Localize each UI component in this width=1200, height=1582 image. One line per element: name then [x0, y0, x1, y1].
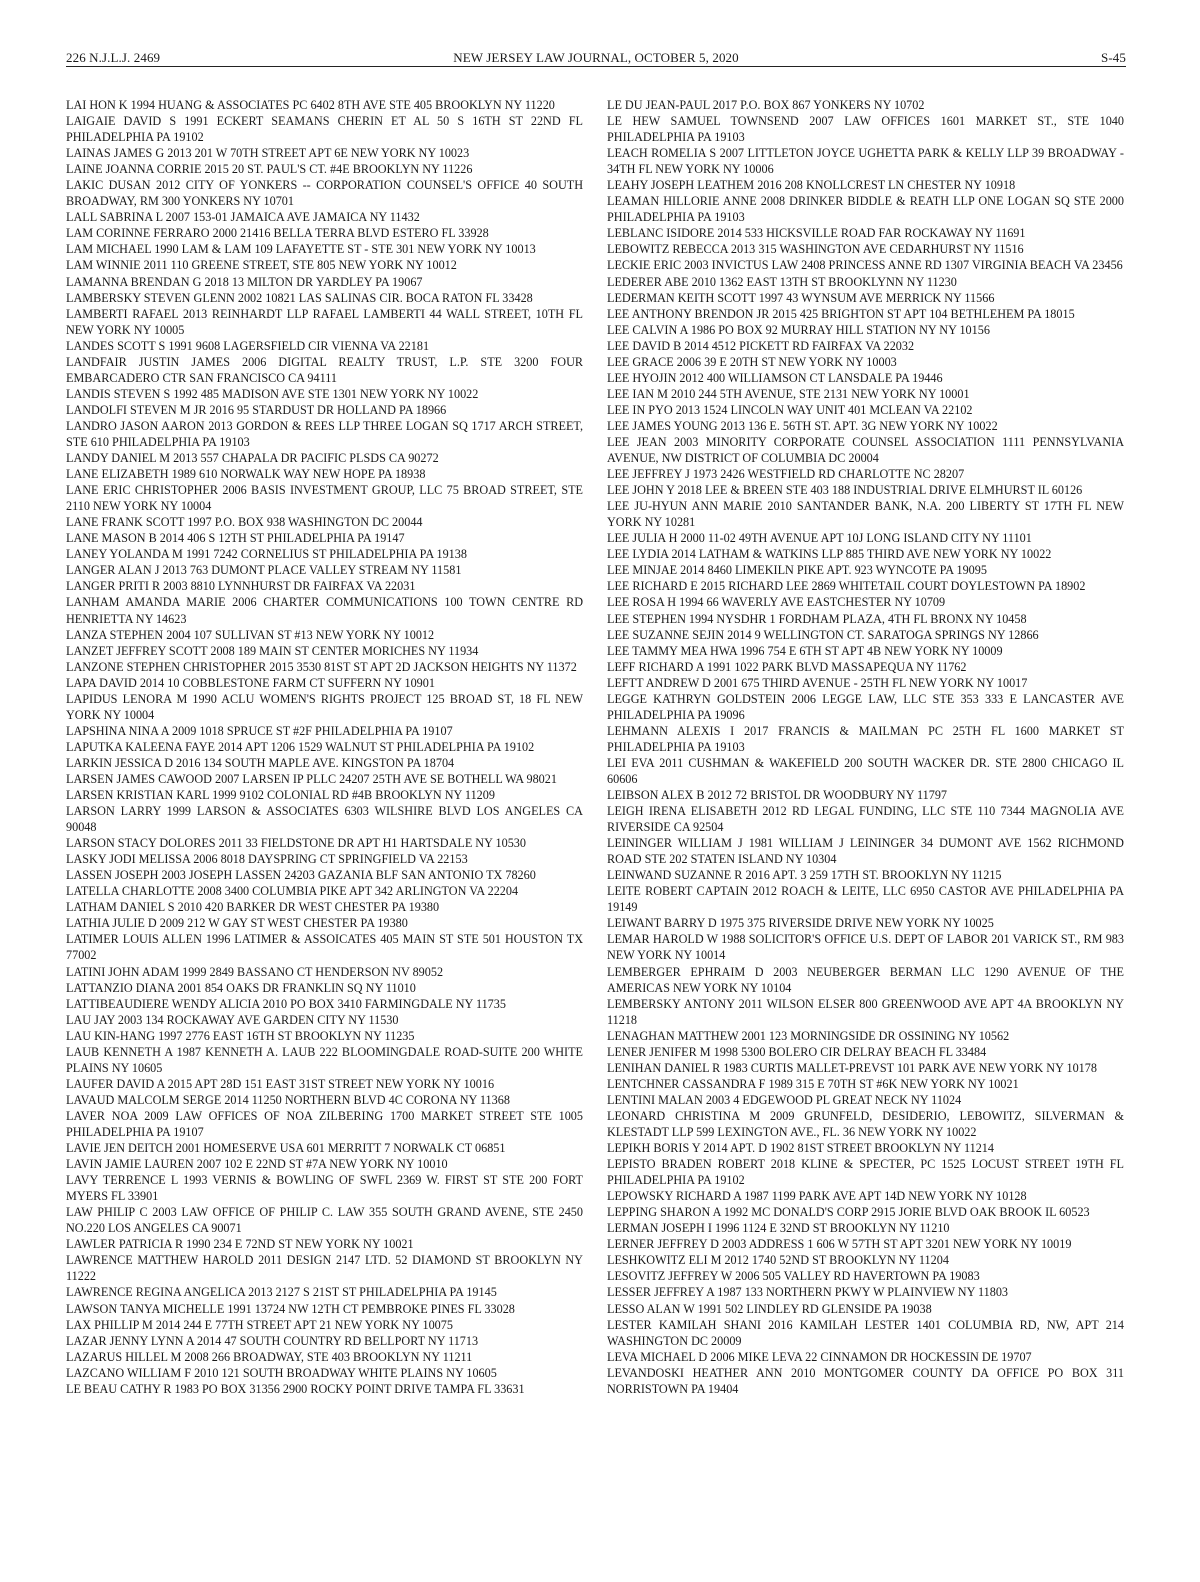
- directory-entry: LAZCANO WILLIAM F 2010 121 SOUTH BROADWAY WHITE PLAINS NY 10605: [66, 1365, 497, 1380]
- directory-entry: LEE JOHN Y 2018 LEE & BREEN STE 403 188 INDUSTRIAL DRIVE ELMHURST IL 60126: [607, 483, 1083, 498]
- directory-entry: LEGGE KATHRYN GOLDSTEIN 2006 LEGGE LAW, LLC STE 353 333 E LANCASTER AVE PHILADELPHIA PA 19096: [607, 691, 1124, 722]
- directory-entry: LENTINI MALAN 2003 4 EDGEWOOD PL GREAT NECK NY 11024: [607, 1092, 962, 1107]
- directory-entry: LANDRO JASON AARON 2013 GORDON & REES LLP THREE LOGAN SQ 1717 ARCH STREET, STE 610 PHILADELPHIA PA 19103: [66, 418, 583, 449]
- directory-entry: LEVANDOSKI HEATHER ANN 2010 MONTGOMER COUNTY DA OFFICE PO BOX 311 NORRISTOWN PA 19404: [607, 1365, 1124, 1396]
- directory-entry: LAI HON K 1994 HUANG & ASSOCIATES PC 6402 8TH AVE STE 405 BROOKLYN NY 11220: [66, 98, 555, 112]
- directory-entry: LAPUTKA KALEENA FAYE 2014 APT 1206 1529 WALNUT ST PHILADELPHIA PA 19102: [66, 739, 535, 754]
- directory-entry: LEMAR HAROLD W 1988 SOLICITOR'S OFFICE U.S. DEPT OF LABOR 201 VARICK ST., RM 983 NEW YORK NY 10014: [607, 932, 1124, 963]
- directory-entry: LEE JEFFREY J 1973 2426 WESTFIELD RD CHARLOTTE NC 28207: [607, 467, 965, 482]
- directory-entry: LARSON LARRY 1999 LARSON & ASSOCIATES 6303 WILSHIRE BLVD LOS ANGELES CA 90048: [66, 804, 583, 835]
- directory-entry: LANE MASON B 2014 406 S 12TH ST PHILADELPHIA PA 19147: [66, 531, 405, 546]
- directory-entry: LEE GRACE 2006 39 E 20TH ST NEW YORK NY 10003: [607, 354, 897, 369]
- directory-entry: LEHMANN ALEXIS I 2017 FRANCIS & MAILMAN PC 25TH FL 1600 MARKET ST PHILADELPHIA PA 19103: [607, 723, 1124, 754]
- directory-entry: LENIHAN DANIEL R 1983 CURTIS MALLET-PREVST 101 PARK AVE NEW YORK NY 10178: [607, 1060, 1097, 1075]
- directory-entry: LAVAUD MALCOLM SERGE 2014 11250 NORTHERN BLVD 4C CORONA NY 11368: [66, 1092, 510, 1107]
- directory-entry: LATINI JOHN ADAM 1999 2849 BASSANO CT HENDERSON NV 89052: [66, 964, 444, 979]
- directory-entry: LEFTT ANDREW D 2001 675 THIRD AVENUE - 25TH FL NEW YORK NY 10017: [607, 675, 1028, 690]
- directory-entry: LATTANZIO DIANA 2001 854 OAKS DR FRANKLIN SQ NY 11010: [66, 980, 416, 995]
- directory-entry: LEE LYDIA 2014 LATHAM & WATKINS LLP 885 THIRD AVE NEW YORK NY 10022: [607, 547, 1052, 562]
- directory-entry: LEE JULIA H 2000 11-02 49TH AVENUE APT 10J LONG ISLAND CITY NY 11101: [607, 531, 1032, 546]
- directory-entry: LAZAR JENNY LYNN A 2014 47 SOUTH COUNTRY RD BELLPORT NY 11713: [66, 1333, 479, 1348]
- directory-entry: LEINWAND SUZANNE R 2016 APT. 3 259 17TH ST. BROOKLYN NY 11215: [607, 868, 1002, 883]
- directory-entry: LAU KIN-HANG 1997 2776 EAST 16TH ST BROOKLYN NY 11235: [66, 1028, 415, 1043]
- directory-entry: LAX PHILLIP M 2014 244 E 77TH STREET APT 21 NEW YORK NY 10075: [66, 1317, 453, 1332]
- directory-entry: LEININGER WILLIAM J 1981 WILLIAM J LEININGER 34 DUMONT AVE 1562 RICHMOND ROAD STE 202 STATEN ISLAND NY 10304: [607, 836, 1124, 867]
- directory-entry: LAWRENCE REGINA ANGELICA 2013 2127 S 21ST ST PHILADELPHIA PA 19145: [66, 1285, 497, 1300]
- directory-entry: LAW PHILIP C 2003 LAW OFFICE OF PHILIP C. LAW 355 SOUTH GRAND AVENE, STE 2450 NO.220 LOS ANGELES CA 90071: [66, 1205, 583, 1236]
- directory-entry: LEVA MICHAEL D 2006 MIKE LEVA 22 CINNAMON DR HOCKESSIN DE 19707: [607, 1349, 1032, 1364]
- directory-entry: LAPA DAVID 2014 10 COBBLESTONE FARM CT SUFFERN NY 10901: [66, 675, 435, 690]
- directory-entry: LAUB KENNETH A 1987 KENNETH A. LAUB 222 BLOOMINGDALE ROAD-SUITE 200 WHITE PLAINS NY 10605: [66, 1044, 583, 1075]
- directory-entry: LEPISTO BRADEN ROBERT 2018 KLINE & SPECTER, PC 1525 LOCUST STREET 19TH FL PHILADELPHIA PA 19102: [607, 1157, 1124, 1188]
- directory-entry: LEE HYOJIN 2012 400 WILLIAMSON CT LANSDALE PA 19446: [607, 370, 943, 385]
- directory-entry: LAVER NOA 2009 LAW OFFICES OF NOA ZILBERING 1700 MARKET STREET STE 1005 PHILADELPHIA PA 19107: [66, 1108, 583, 1139]
- directory-entry: LERNER JEFFREY D 2003 ADDRESS 1 606 W 57TH ST APT 3201 NEW YORK NY 10019: [607, 1237, 1072, 1252]
- directory-entry: LEE ANTHONY BRENDON JR 2015 425 BRIGHTON ST APT 104 BETHLEHEM PA 18015: [607, 306, 1075, 321]
- directory-entry: LEIBSON ALEX B 2012 72 BRISTOL DR WOODBURY NY 11797: [607, 788, 948, 803]
- directory-entry: LAU JAY 2003 134 ROCKAWAY AVE GARDEN CITY NY 11530: [66, 1012, 399, 1027]
- directory-entry: LARSEN JAMES CAWOOD 2007 LARSEN IP PLLC 24207 25TH AVE SE BOTHELL WA 98021: [66, 771, 557, 786]
- directory-entry: LEE JEAN 2003 MINORITY CORPORATE COUNSEL ASSOCIATION 1111 PENNSYLVANIA AVENUE, NW DISTRICT OF COLUMBIA DC 20004: [607, 434, 1124, 466]
- directory-entry: LEMBERSKY ANTONY 2011 WILSON ELSER 800 GREENWOOD AVE APT 4A BROOKLYN NY 11218: [607, 996, 1124, 1027]
- directory-entry: LAZARUS HILLEL M 2008 266 BROADWAY, STE 403 BROOKLYN NY 11211: [66, 1349, 473, 1364]
- directory-entry: LALL SABRINA L 2007 153-01 JAMAICA AVE JAMAICA NY 11432: [66, 210, 420, 225]
- directory-entry: LEMBERGER EPHRAIM D 2003 NEUBERGER BERMAN LLC 1290 AVENUE OF THE AMERICAS NEW YORK NY 10104: [607, 964, 1124, 995]
- directory-entry: LENER JENIFER M 1998 5300 BOLERO CIR DELRAY BEACH FL 33484: [607, 1044, 987, 1059]
- directory-entry: LATIMER LOUIS ALLEN 1996 LATIMER & ASSOICATES 405 MAIN ST STE 501 HOUSTON TX 77002: [66, 932, 583, 963]
- directory-entry: LEDERER ABE 2010 1362 EAST 13TH ST BROOKLYNN NY 11230: [607, 274, 957, 289]
- directory-entry: LEAHY JOSEPH LEATHEM 2016 208 KNOLLCREST LN CHESTER NY 10918: [607, 178, 1016, 193]
- left-column: [66, 97, 583, 1397]
- directory-entry: LANZONE STEPHEN CHRISTOPHER 2015 3530 81ST ST APT 2D JACKSON HEIGHTS NY 11372: [66, 659, 577, 674]
- directory-entry: LAM WINNIE 2011 110 GREENE STREET, STE 805 NEW YORK NY 10012: [66, 258, 457, 273]
- directory-entry: LEE ROSA H 1994 66 WAVERLY AVE EASTCHESTER NY 10709: [607, 595, 946, 610]
- directory-entry: LAVIE JEN DEITCH 2001 HOMESERVE USA 601 MERRITT 7 NORWALK CT 06851: [66, 1141, 506, 1156]
- directory-entry: LEE DAVID B 2014 4512 PICKETT RD FAIRFAX VA 22032: [607, 338, 915, 353]
- directory-entry: LANDY DANIEL M 2013 557 CHAPALA DR PACIFIC PLSDS CA 90272: [66, 451, 439, 466]
- page-header: [66, 50, 1126, 67]
- directory-entry: LE BEAU CATHY R 1983 PO BOX 31356 2900 ROCKY POINT DRIVE TAMPA FL 33631: [66, 1381, 525, 1396]
- directory-entry: LAUFER DAVID A 2015 APT 28D 151 EAST 31ST STREET NEW YORK NY 10016: [66, 1076, 495, 1091]
- directory-entry: LECKIE ERIC 2003 INVICTUS LAW 2408 PRINCESS ANNE RD 1307 VIRGINIA BEACH VA 23456: [607, 258, 1123, 273]
- directory-entry: LANZA STEPHEN 2004 107 SULLIVAN ST #13 NEW YORK NY 10012: [66, 627, 435, 642]
- directory-entry: LEE JU-HYUN ANN MARIE 2010 SANTANDER BANK, N.A. 200 LIBERTY ST 17TH FL NEW YORK NY 10281: [607, 499, 1124, 530]
- directory-entry: LANDOLFI STEVEN M JR 2016 95 STARDUST DR HOLLAND PA 18966: [66, 402, 447, 417]
- directory-entry: LENAGHAN MATTHEW 2001 123 MORNINGSIDE DR OSSINING NY 10562: [607, 1028, 1010, 1043]
- page-number: S-45: [1101, 50, 1126, 65]
- directory-entry: LE HEW SAMUEL TOWNSEND 2007 LAW OFFICES 1601 MARKET ST., STE 1040 PHILADELPHIA PA 19103: [607, 114, 1124, 145]
- directory-entry: LAIGAIE DAVID S 1991 ECKERT SEAMANS CHERIN ET AL 50 S 16TH ST 22ND FL PHILADELPHIA PA 19102: [66, 114, 583, 145]
- directory-entry: LEE TAMMY MEA HWA 1996 754 E 6TH ST APT 4B NEW YORK NY 10009: [607, 643, 1003, 658]
- directory-entry: LATELLA CHARLOTTE 2008 3400 COLUMBIA PIKE APT 342 ARLINGTON VA 22204: [66, 884, 519, 899]
- directory-entry: LANZET JEFFREY SCOTT 2008 189 MAIN ST CENTER MORICHES NY 11934: [66, 643, 479, 658]
- directory-entry: LESSER JEFFREY A 1987 133 NORTHERN PKWY W PLAINVIEW NY 11803: [607, 1285, 1009, 1300]
- directory-entry: LARSON STACY DOLORES 2011 33 FIELDSTONE DR APT H1 HARTSDALE NY 10530: [66, 836, 526, 851]
- directory-entry: LANHAM AMANDA MARIE 2006 CHARTER COMMUNICATIONS 100 TOWN CENTRE RD HENRIETTA NY 14623: [66, 595, 583, 626]
- directory-entry: LEE IN PYO 2013 1524 LINCOLN WAY UNIT 401 MCLEAN VA 22102: [607, 402, 973, 417]
- publication-title: NEW JERSEY LAW JOURNAL, OCTOBER 5, 2020: [453, 50, 739, 65]
- directory-entry: LAKIC DUSAN 2012 CITY OF YONKERS -- CORPORATION COUNSEL'S OFFICE 40 SOUTH BROADWAY, RM 300 YONKERS NY 10701: [66, 178, 583, 209]
- directory-entry: LAPSHINA NINA A 2009 1018 SPRUCE ST #2F PHILADELPHIA PA 19107: [66, 723, 453, 738]
- directory-entry: LAWSON TANYA MICHELLE 1991 13724 NW 12TH CT PEMBROKE PINES FL 33028: [66, 1301, 515, 1316]
- directory-entry: LERMAN JOSEPH I 1996 1124 E 32ND ST BROOKLYN NY 11210: [607, 1221, 950, 1236]
- directory-entry: LAINAS JAMES G 2013 201 W 70TH STREET APT 6E NEW YORK NY 10023: [66, 146, 470, 161]
- directory-entry: LANE FRANK SCOTT 1997 P.O. BOX 938 WASHINGTON DC 20044: [66, 515, 423, 530]
- directory-entry: LANDFAIR JUSTIN JAMES 2006 DIGITAL REALTY TRUST, L.P. STE 3200 FOUR EMBARCADERO CTR SAN FRANCISCO CA 94111: [66, 354, 583, 385]
- directory-entry: LAPIDUS LENORA M 1990 ACLU WOMEN'S RIGHTS PROJECT 125 BROAD ST, 18 FL NEW YORK NY 10004: [66, 691, 583, 722]
- directory-entry: LEBOWITZ REBECCA 2013 315 WASHINGTON AVE CEDARHURST NY 11516: [607, 242, 1024, 257]
- directory-entry: LEE SUZANNE SEJIN 2014 9 WELLINGTON CT. SARATOGA SPRINGS NY 12866: [607, 627, 1039, 642]
- directory-entry: LAWLER PATRICIA R 1990 234 E 72ND ST NEW YORK NY 10021: [66, 1237, 414, 1252]
- directory-entry: LATTIBEAUDIERE WENDY ALICIA 2010 PO BOX 3410 FARMINGDALE NY 11735: [66, 996, 506, 1011]
- directory-entry: LEITE ROBERT CAPTAIN 2012 ROACH & LEITE, LLC 6950 CASTOR AVE PHILADELPHIA PA 19149: [607, 884, 1124, 915]
- directory-entry: LE DU JEAN-PAUL 2017 P.O. BOX 867 YONKERS NY 10702: [607, 98, 925, 112]
- directory-entry: LEBLANC ISIDORE 2014 533 HICKSVILLE ROAD FAR ROCKAWAY NY 11691: [607, 226, 1026, 241]
- directory-entry: LAVY TERRENCE L 1993 VERNIS & BOWLING OF SWFL 2369 W. FIRST ST STE 200 FORT MYERS FL 33901: [66, 1173, 583, 1204]
- directory-entry: LENTCHNER CASSANDRA F 1989 315 E 70TH ST #6K NEW YORK NY 10021: [607, 1076, 1019, 1091]
- directory-entry: LANGER ALAN J 2013 763 DUMONT PLACE VALLEY STREAM NY 11581: [66, 563, 462, 578]
- directory-entry: LEE JAMES YOUNG 2013 136 E. 56TH ST. APT. 3G NEW YORK NY 10022: [607, 418, 998, 433]
- directory-entry: LEIWANT BARRY D 1975 375 RIVERSIDE DRIVE NEW YORK NY 10025: [607, 916, 994, 931]
- directory-entry: LESOVITZ JEFFREY W 2006 505 VALLEY RD HAVERTOWN PA 19083: [607, 1269, 980, 1284]
- directory-entry: LESHKOWITZ ELI M 2012 1740 52ND ST BROOKLYN NY 11204: [607, 1253, 949, 1268]
- directory-entry: LEFF RICHARD A 1991 1022 PARK BLVD MASSAPEQUA NY 11762: [607, 659, 967, 674]
- directory-entry: LAMANNA BRENDAN G 2018 13 MILTON DR YARDLEY PA 19067: [66, 274, 423, 289]
- directory-entry: LEI EVA 2011 CUSHMAN & WAKEFIELD 200 SOUTH WACKER DR. STE 2800 CHICAGO IL 60606: [607, 755, 1124, 786]
- directory-entry: LEPOWSKY RICHARD A 1987 1199 PARK AVE APT 14D NEW YORK NY 10128: [607, 1189, 1027, 1204]
- directory-entry: LANDES SCOTT S 1991 9608 LAGERSFIELD CIR VIENNA VA 22181: [66, 338, 430, 353]
- directory-entry: LANE ELIZABETH 1989 610 NORWALK WAY NEW HOPE PA 18938: [66, 467, 426, 482]
- directory-entry: LEPPING SHARON A 1992 MC DONALD'S CORP 2915 JORIE BLVD OAK BROOK IL 60523: [607, 1205, 1090, 1220]
- directory-entry: LAM CORINNE FERRARO 2000 21416 BELLA TERRA BLVD ESTERO FL 33928: [66, 226, 489, 241]
- directory-entry: LEE MINJAE 2014 8460 LIMEKILN PIKE APT. 923 WYNCOTE PA 19095: [607, 563, 987, 578]
- directory-entry: LEACH ROMELIA S 2007 LITTLETON JOYCE UGHETTA PARK & KELLY LLP 39 BROADWAY - 34TH FL NEW YORK NY 10006: [607, 146, 1124, 177]
- directory-entry: LEAMAN HILLORIE ANNE 2008 DRINKER BIDDLE & REATH LLP ONE LOGAN SQ STE 2000 PHILADELPHIA PA 19103: [607, 194, 1124, 225]
- directory-entry: LARKIN JESSICA D 2016 134 SOUTH MAPLE AVE. KINGSTON PA 18704: [66, 755, 455, 770]
- directory-entry: LEE STEPHEN 1994 NYSDHR 1 FORDHAM PLAZA, 4TH FL BRONX NY 10458: [607, 611, 1027, 626]
- directory-entry: LESSO ALAN W 1991 502 LINDLEY RD GLENSIDE PA 19038: [607, 1301, 932, 1316]
- directory-entry: LANEY YOLANDA M 1991 7242 CORNELIUS ST PHILADELPHIA PA 19138: [66, 547, 467, 562]
- right-column: [607, 97, 1124, 1397]
- directory-entry: LESTER KAMILAH SHANI 2016 KAMILAH LESTER 1401 COLUMBIA RD, NW, APT 214 WASHINGTON DC 20009: [607, 1317, 1124, 1348]
- directory-entry: LAWRENCE MATTHEW HAROLD 2011 DESIGN 2147 LTD. 52 DIAMOND ST BROOKLYN NY 11222: [66, 1253, 583, 1284]
- directory-entry: LATHAM DANIEL S 2010 420 BARKER DR WEST CHESTER PA 19380: [66, 900, 440, 915]
- directory-entry: LEDERMAN KEITH SCOTT 1997 43 WYNSUM AVE MERRICK NY 11566: [607, 290, 995, 305]
- directory-entry: LEONARD CHRISTINA M 2009 GRUNFELD, DESIDERIO, LEBOWITZ, SILVERMAN & KLESTADT LLP 599 LEXINGTON AVE., FL. 36 NEW YORK NY 10022: [607, 1108, 1124, 1139]
- directory-entry: LAINE JOANNA CORRIE 2015 20 ST. PAUL'S CT. #4E BROOKLYN NY 11226: [66, 162, 473, 177]
- directory-entry: LAVIN JAMIE LAUREN 2007 102 E 22ND ST #7A NEW YORK NY 10010: [66, 1157, 448, 1172]
- directory-entry: LAMBERSKY STEVEN GLENN 2002 10821 LAS SALINAS CIR. BOCA RATON FL 33428: [66, 290, 533, 305]
- directory-entry: LEE CALVIN A 1986 PO BOX 92 MURRAY HILL STATION NY NY 10156: [607, 322, 990, 337]
- directory-entry: LEIGH IRENA ELISABETH 2012 RD LEGAL FUNDING, LLC STE 110 7344 MAGNOLIA AVE RIVERSIDE CA 92504: [607, 804, 1124, 835]
- directory-entry: LANGER PRITI R 2003 8810 LYNNHURST DR FAIRFAX VA 22031: [66, 579, 416, 594]
- directory-entry: LAMBERTI RAFAEL 2013 REINHARDT LLP RAFAEL LAMBERTI 44 WALL STREET, 10TH FL NEW YORK NY 10005: [66, 306, 583, 337]
- directory-entry: LEE IAN M 2010 244 5TH AVENUE, STE 2131 NEW YORK NY 10001: [607, 386, 970, 401]
- directory-entry: LEE RICHARD E 2015 RICHARD LEE 2869 WHITETAIL COURT DOYLESTOWN PA 18902: [607, 579, 1086, 594]
- directory-entry: LANE ERIC CHRISTOPHER 2006 BASIS INVESTMENT GROUP, LLC 75 BROAD STREET, STE 2110 NEW YORK NY 10004: [66, 483, 583, 514]
- directory-entry: LARSEN KRISTIAN KARL 1999 9102 COLONIAL RD #4B BROOKLYN NY 11209: [66, 788, 495, 803]
- directory-entry: LAM MICHAEL 1990 LAM & LAM 109 LAFAYETTE ST - STE 301 NEW YORK NY 10013: [66, 242, 536, 257]
- directory-entry: LASKY JODI MELISSA 2006 8018 DAYSPRING CT SPRINGFIELD VA 22153: [66, 852, 468, 867]
- volume-citation: 226 N.J.L.J. 2469: [66, 50, 161, 65]
- directory-entry: LATHIA JULIE D 2009 212 W GAY ST WEST CHESTER PA 19380: [66, 916, 408, 931]
- directory-entry: LASSEN JOSEPH 2003 JOSEPH LASSEN 24203 GAZANIA BLF SAN ANTONIO TX 78260: [66, 868, 536, 883]
- directory-entry: LANDIS STEVEN S 1992 485 MADISON AVE STE 1301 NEW YORK NY 10022: [66, 386, 479, 401]
- directory-entry: LEPIKH BORIS Y 2014 APT. D 1902 81ST STREET BROOKLYN NY 11214: [607, 1141, 994, 1156]
